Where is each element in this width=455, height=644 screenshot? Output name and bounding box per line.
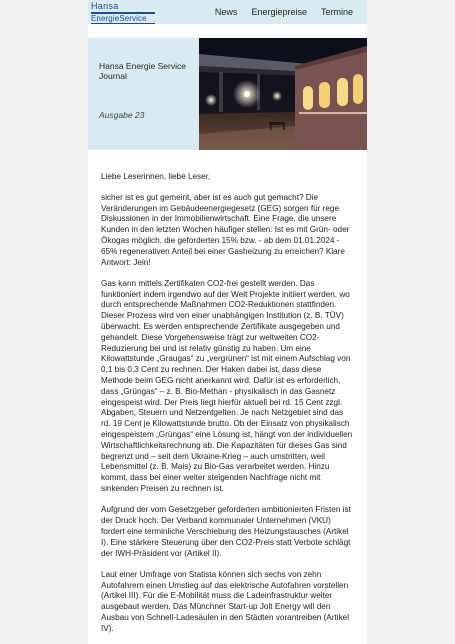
greeting: Liebe Leserinnen, liebe Leser, xyxy=(101,172,211,181)
hero-text-panel xyxy=(88,38,199,150)
hero-banner xyxy=(88,38,367,150)
journal-title: Hansa Energie Service Journal xyxy=(99,61,186,81)
hero-photo xyxy=(199,38,367,150)
header-bar xyxy=(88,0,367,24)
main-nav xyxy=(215,0,367,24)
issue-number: Ausgabe 23 xyxy=(99,110,145,120)
paragraph-intro: sicher ist es gut gemeint, aber ist es auch gut gemacht? Die Veränderungen im Gebäudeenergiegesetz (GEG) sorgen für rege Diskussionen in der Immobilienwirtschaft. Eine Frage, die unsere Kunden in den letzten Wochen häufiger stellen: Ist es mit Grün- oder Ökogas möglich, die geforderten 15% bzw. - ab dem 01.01.2024 - 65% regenerativen Anteil bei einer Gasheizung zu erreichen? Klare Antwort: Jein! xyxy=(101,192,350,267)
hansa-logo[interactable] xyxy=(91,2,155,22)
nav-news[interactable]: News xyxy=(214,7,238,17)
nav-energiepreise[interactable]: Energiepreise xyxy=(251,7,307,17)
paragraph-emobility: Laut einer Umfrage von Statista können sich sechs von zehn Autofahrern einen Umstieg auf das elektrische Autofahren vorstellen (Artikel III). Für die E-Mobilität muss die Ladeinfrastruktur weiter ausgebaut werden. Das Münchner Start-up Jolt Energy will den Ausbau von Schnell-Ladesäulen in den Städten vorantreiben (Artikel IV). xyxy=(101,569,350,633)
paragraph-vku: Aufgrund der vom Gesetzgeber geforderten ambitionierten Fristen ist der Druck hoch. Der Verband kommunaler Unternehmen (VKU) fordert eine terminliche Verschiebung des Heizungstausches (Artikel I). Eine stärkere Steuerung über den CO2-Preis statt Verbote schlägt der IWH-Präsident vor (Artikel II). xyxy=(101,505,351,558)
newsletter-page xyxy=(88,0,367,644)
logo-line2: EnergieService xyxy=(91,12,155,24)
logo-line1: Hansa xyxy=(91,1,119,11)
paragraph-gas: Gas kann mittels Zertifikaten CO2-frei gestellt werden. Das funktioniert indem irgendwo auf der Welt Projekte initiiert werden, wo durch entsprechende Maßnahmen CO2-Reduktionen stattfinden. Dieser Prozess wird von einer unabhängigen Institution (z. B. TÜV) überwacht. Es werden entsprechende Zertifikate ausgegeben und gehandelt. Diese Vorgehensweise trägt zur weltweiten CO2-Reduzierung bei und ist relativ günstig zu haben. Um eine Kilowattstunde „Graugas“ zu „vergrünen“ ist mit einem Aufschlag von 0,1 bis 0,3 Cent zu rechnen. Der Haken dabei ist, dass diese Methode beim GEG nicht anerkannt wird. Dafür ist es erforderlich, dass „Grüngas“ – z. B. Bio-Methan - physikalisch in das Gasnetz eingespeist wird. Der Preis liegt hierfür aktuell bei rd. 15 Cent zzgl. Abgaben, Steuern und Netzentgelten. Je nach Netzgebiet sind das rd. 19 Cent je Kilowattstunde brutto. Ob der Einsatz von physikalisch eingespeistem „Grüngas“ eine Lösung ist, hängt von der individuellen Wirtschaftlichkeitsrechnung ab. Die Kapazitäten für dieses Gas sind begrenzt und – seit dem Ukraine-Krieg – auch umstritten, weil Lebensmittel (z. B. Mais) zu Bio-Gas verarbeitet werden. Hinzu kommt, dass bei einer weiter steigenden Nachfrage nicht mit sinkenden Preisen zu rechnen ist. xyxy=(101,278,353,494)
station-night-photo xyxy=(199,38,367,150)
article-body xyxy=(88,150,367,635)
nav-termine[interactable]: Termine xyxy=(320,7,353,17)
